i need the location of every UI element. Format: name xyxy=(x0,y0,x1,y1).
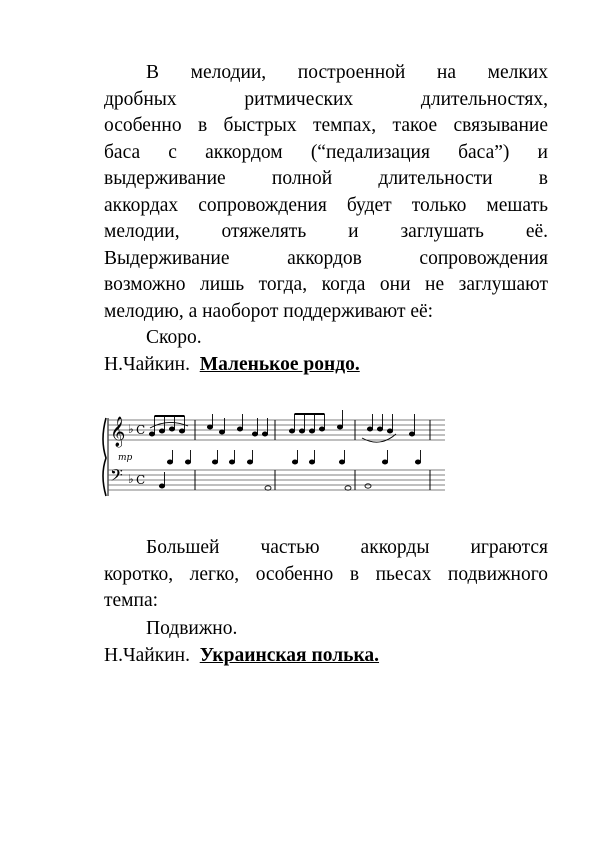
paragraph-line: возможно лишь тогда, когда они не заглушают xyxy=(104,274,548,295)
key-signature-treble: ♭ xyxy=(128,422,134,436)
example-1-tempo xyxy=(146,325,202,351)
paragraph-line: Выдерживание аккордов сопровождения xyxy=(104,247,548,269)
piece-title: Маленькое рондо. xyxy=(199,354,360,375)
treble-staff xyxy=(108,420,445,440)
score-system-brace xyxy=(103,418,108,496)
paragraph-line: Большей частью аккорды играются xyxy=(146,537,548,558)
bass-clef-icon: 𝄢 xyxy=(110,465,123,489)
treble-notes xyxy=(149,410,414,442)
paragraph-line: особенно в быстрых темпах, такое связывание xyxy=(104,115,548,136)
composer-name: Н.Чайкин. xyxy=(104,645,190,666)
composer-name: Н.Чайкин. xyxy=(104,354,190,375)
paragraph-line: аккордах сопровождения будет только мешать xyxy=(104,194,548,216)
tempo-marking: Скоро. xyxy=(146,327,202,348)
time-signature-bass: C xyxy=(136,473,146,487)
paragraph-line: темпа: xyxy=(104,590,159,611)
time-signature-treble: C xyxy=(136,423,146,437)
paragraph-line: дробных ритмических длительностях, xyxy=(104,88,548,110)
example-2-tempo xyxy=(146,616,237,642)
example-1-heading xyxy=(104,352,360,378)
example-2-heading xyxy=(104,643,379,669)
tempo-marking: Подвижно. xyxy=(146,618,238,639)
key-signature-bass: ♭ xyxy=(128,472,134,486)
music-score-image xyxy=(100,400,445,500)
piece-title: Украинская полька. xyxy=(199,645,380,666)
paragraph-2 xyxy=(104,535,548,615)
paragraph-line: баса с аккордом (“педализация баса”) и xyxy=(104,141,548,163)
paragraph-1 xyxy=(104,60,548,325)
dynamic-marking: mp xyxy=(118,453,133,463)
paragraph-line: выдерживание полной длительности в xyxy=(104,168,548,189)
paragraph-line: мелодии, отяжелять и заглушать её. xyxy=(104,221,548,242)
paragraph-line: мелодию, а наоборот поддерживают её: xyxy=(104,300,434,322)
paragraph-line: В мелодии, построенной на мелких xyxy=(146,62,548,83)
bass-staff xyxy=(108,470,445,490)
paragraph-line: коротко, легко, особенно в пьесах подвижного xyxy=(104,563,548,585)
treble-clef-icon: 𝄞 xyxy=(110,417,126,447)
